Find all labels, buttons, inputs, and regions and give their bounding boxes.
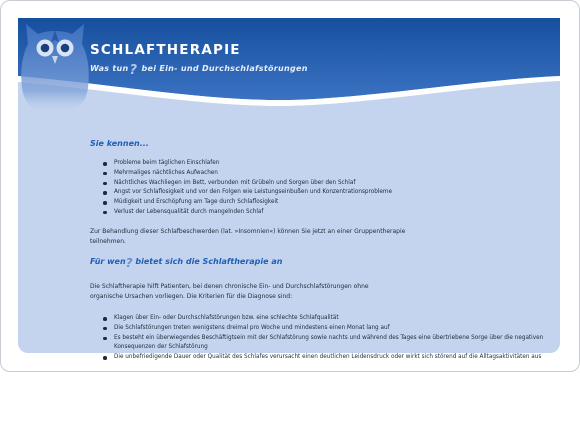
heading-question-mark: ? xyxy=(125,256,133,270)
tagline-text-start: Was tun xyxy=(90,64,129,73)
list-item: Die Schlafstörungen treten wenigstens dreimal pro Woche und mindestens einen Monat lang auf xyxy=(114,324,554,334)
tagline-text-end: bei Ein- und Durchschlafstörungen xyxy=(138,64,308,73)
site-title: SCHLAFTHERAPIE xyxy=(90,42,241,58)
site-tagline xyxy=(90,63,308,78)
list-item: Verlust der Lebensqualität durch mangelnden Schlaf xyxy=(114,208,554,218)
tagline-question-mark: ? xyxy=(129,63,138,78)
therapy-paragraph: Die Schlaftherapie hilft Patienten, bei denen chronische Ein- und Durchschlafstörungen ohne organische Ursachen vorliegen. Die Kriterien für die Diagnose sind: xyxy=(90,283,369,300)
treatment-paragraph: Zur Behandlung dieser Schlafbeschwerden (lat. »Insomnien«) können Sie jetzt an einer Gruppentherapie teilnehmen. xyxy=(90,228,406,245)
section-heading-target-group xyxy=(90,256,282,270)
site-header xyxy=(18,18,560,128)
heading-text-start: Für wen xyxy=(90,257,126,266)
list-item: Müdigkeit und Erschöpfung am Tage durch Schlaflosigkeit xyxy=(114,198,554,208)
list-item: Mehrmaliges nächtliches Aufwachen xyxy=(114,169,554,179)
list-item: Nächtliches Wachliegen im Bett, verbunden mit Grübeln und Sorgen über den Schlaf xyxy=(114,179,554,189)
list-item: Probleme beim täglichen Einschlafen xyxy=(114,159,554,169)
list-item: Die unbefriedigende Dauer oder Qualität des Schlafes verursacht einen deutlichen Leidensdruck oder wirkt sich störend auf die Alltagsaktivitäten aus xyxy=(114,353,554,363)
diagnosis-criteria-list xyxy=(90,314,554,363)
list-item: Es besteht ein überwiegendes Beschäftigtsein mit der Schlafstörung sowie nachts und während des Tages eine übertriebene Sorge über die negativen Konsequenzen der Schlafstörung xyxy=(114,334,554,354)
list-item: Angst vor Schlaflosigkeit und vor den Folgen wie Leistungseinbußen und Konzentrationsprobleme xyxy=(114,188,554,198)
page-card xyxy=(18,18,560,361)
symptom-list xyxy=(90,159,554,218)
owl-logo-icon xyxy=(18,18,92,114)
list-item: Klagen über Ein- oder Durchschlafstörungen bzw. eine schlechte Schlafqualität xyxy=(114,314,554,324)
section-heading-symptoms: Sie kennen... xyxy=(90,139,149,148)
heading-text-end: bietet sich die Schlaftherapie an xyxy=(132,257,283,266)
